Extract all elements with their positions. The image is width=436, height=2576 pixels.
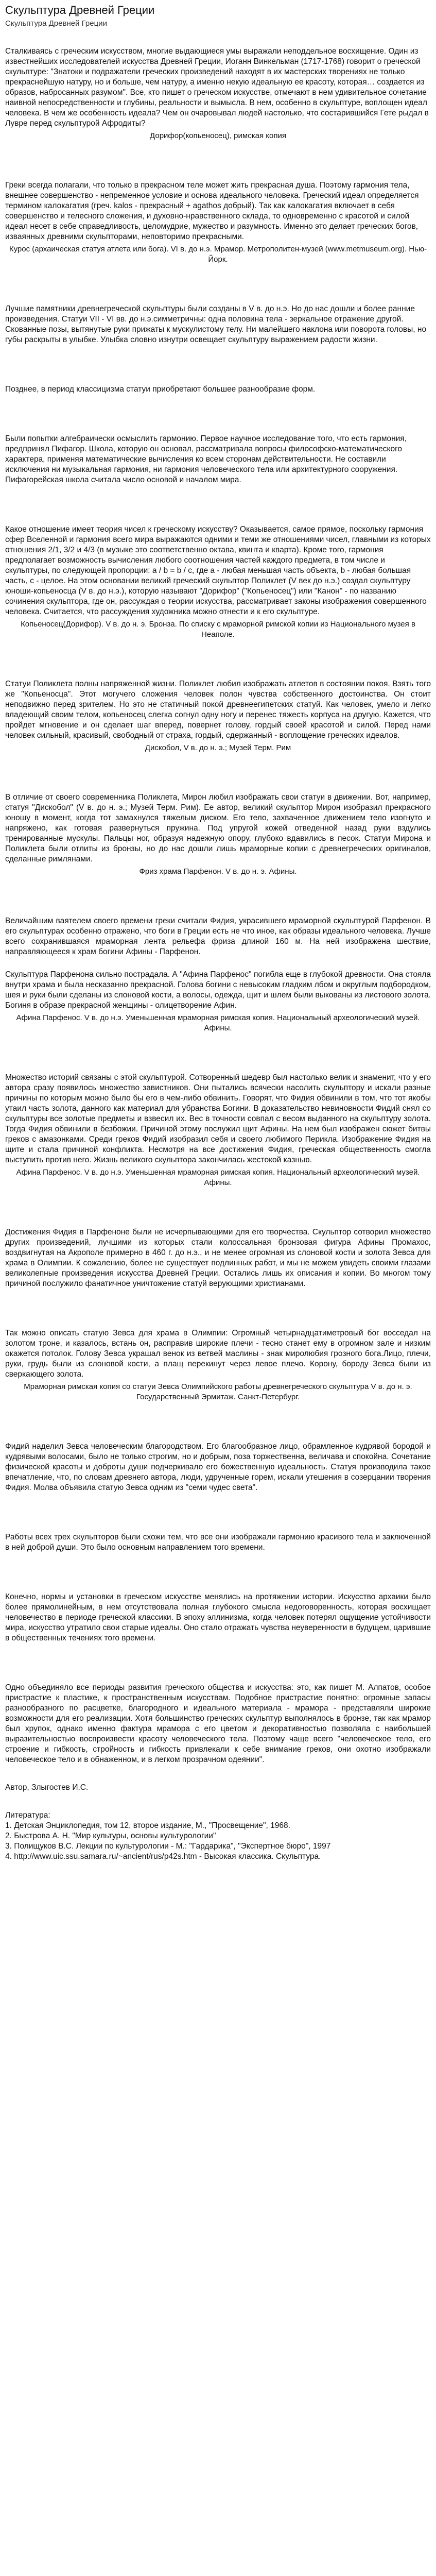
literature-item: 2. Быстрова А. Н. "Мир культуры, основы культурологии" <box>5 1832 216 1840</box>
image-caption: Афина Парфенос. V в. до н.э. Уменьшенная мраморная римская копия. Национальный археологический музей. Афины. <box>16 1013 420 1032</box>
image-caption: Копьеносец(Дорифор). V в. до н. э. Бронза. По списку с мраморной римской копии из Национального музея в Неаполе. <box>21 620 415 639</box>
literature-item: 3. Полищуков В.С. Лекции по культурологии - М.: "Гардарика", "Экспертное бюро", 1997 <box>5 1842 331 1851</box>
section-text: Фидий наделил Зевса человеческим благородством. Его благообразное лицо, обрамленное кудрявой бородой и кудрявыми волосами, было не только строгим, но и добрым, поза торжественна, величава и спокойна. Сочетание физической красоты и доброты души подчеркивало его божественную идеальность. Статуя производила такое впечатление, что, по словам древнего автора, люди, удрученные горем, искали утешения в созерцании творения Фидия. Молва объявила статую Зевса одним из "семи чудес света". <box>5 1442 431 1492</box>
image-caption: Фриз храма Парфенон. V в. до н. э. Афины. <box>139 867 297 876</box>
literature-list <box>5 1821 431 1862</box>
section-text: В отличие от своего современника Поликлета, Мирон любил изображать свои статуи в движении. Вот, например, статуя "Дискобол" (V в. до н. э.; Музей Терм. Рим). Ее автор, великий скульптор Мирон изобразил прекрасного юношу в момент, когда тот замахнулся тяжелым диском. Его тело, захваченное движением тело изогнуто и напряжено, как готовая развернуться пружина. Под упругой кожей отведенной назад руки вздулись тренированные мускулы. Пальцы ног, образуя надежную опору, глубоко вдавились в песок. Статуи Мирона и Поликлета были отлиты из бронзы, но до нас дошли лишь мраморные копии с древнегреческих оригиналов, сделанные римлянами. <box>5 793 431 863</box>
section-text: Были попытки алгебраически осмыслить гармонию. Первое научное исследование того, что есть гармония, предпринял Пифагор. Школа, которую он основал, рассматривала вопросы философско-математического характера, применяя математические вычисления ко всем сторонам действительности. Не составили исключения ни музыкальная гармония, ни гармония человеческого тела или архитектурного сооружения. Пифагорейская школа считала число основой и началом мира. <box>5 434 407 484</box>
section-text: Одно объединяло все периоды развития греческого общества и искусства: это, как пишет М. Алпатов, особое пристрастие к пластике, к пространственным искусствам. Подобное пристрастие понятно: огромные запасы разнообразного по расцветке, благородного и идеального материала - мрамора - представляли широкие возможности для его реализации. Хотя большинство греческих скульптур выполнялось в бронзе, так как мрамор был хрупок, однако именно фактура мрамора с его цветом и декоративностью позволяла с наибольшей выразительностью воспроизвести красоту человеческого тела. Поэтому чаще всего "человеческое тело, его строение и гибкость, стройность и гибкость привлекали к себе внимание греков, они охотно изображали человеческое тело и в обнаженном, и в легком прозрачном одеянии". <box>5 1683 431 1764</box>
section-text: Сталкиваясь с греческим искусством, многие выдающиеся умы выражали неподдельное восхищение. Один из известнейших исследователей искусства Древней Греции, Иоганн Винкельман (1717-1768) говорит о греческой скульптуре: "Знатоки и подражатели греческих произведений находят в их мастерских творениях не только прекраснейшую натуру, но и больше, чем натуру, а именно некую идеальную ее красоту, которая… создается из образов, набросанных разумом". Все, кто пишет о греческом искусстве, отмечают в нем удивительное сочетание наивной непосредственности и глубины, реальности и вымысла. В нем, особенно в скульптуре, воплощен идеал человека. В чем же особенность идеала? Чем он очаровывал людей настолько, что состарившийся Гете рыдал в Лувре перед скульптурой Афродиты? <box>5 47 429 128</box>
section-text: Так можно описать статую Зевса для храма в Олимпии: Огромный четырнадцатиметровый бог восседал на золотом троне, и казалось, встань он, расправив широкие плечи - тесно станет ему в огромном зале и низким окажется потолок. Голову Зевса украшал венок из ветвей маслины - знак миролюбия грозного бога.Лицо, плечи, руки, грудь были из слоновой кости, а плащ перекинут через левое плечо. Корону, бороду Зевса были из сверкающего золота. <box>5 1329 431 1379</box>
section-text: Греки всегда полагали, что только в прекрасном теле может жить прекрасная душа. Поэтому гармония тела, внешнее совершенство - непременное условие и основа идеального человека. Греческий идеал определяется термином калокагатия (греч. kalos - прекрасный + agathos добрый). Так как калокагатия включает в себя совершенство и телесного сложения, и духовно-нравственного склада, то одновременно с красотой и силой идеал несет в себе справедливость, целомудрие, мужество и разумность. Именно это делает греческих богов, изваянных древними скульпторами, неповторимо прекрасными. <box>5 181 419 241</box>
section-archaic <box>5 304 431 345</box>
section-olympia <box>5 1328 431 1402</box>
section-classicism <box>5 384 431 395</box>
section-doryphoros <box>5 679 431 753</box>
section-myron <box>5 792 431 877</box>
section-unity <box>5 1683 431 1765</box>
section-zeus <box>5 1227 431 1289</box>
page-subtitle: Скульптура Древней Греции <box>5 19 107 28</box>
section-text: Конечно, нормы и установки в греческом искусстве менялись на протяжении истории. Искусство архаики было более прямолинейным, в нем отсутствовала полная глубокого смысла недоговоренность, которая восхищает человечество в периоде греческой классики. В эпоху эллинизма, когда человек потерял ощущение устойчивости мира, искусство утратило свои старые идеалы. Оно стало отражать чувства неуверенности в будущем, царившие в общественных течениях того времени. <box>5 1592 431 1642</box>
section-text: Множество историй связаны с этой скульптурой. Сотворенный шедевр был настолько велик и знаменит, что у его автора сразу появилось множество завистников. Они пытались всячески насолить скульптору и искали разные причины по которым можно было бы его в чем-либо обвинить. Говорят, что Фидия обвинили в том, что тот якобы утаил часть золота, данного как материал для убранства Богини. В доказательство невиновности Фидий снял со скульптуры все золотые предметы и взвесил их. Вес в точности совпал с весом выданного на скульптуру золота. Тогда Фидия обвинили в безбожии. Причиной этому послужил щит Афины. На нем был изображен сюжет битвы греков с амазонками. Среди греков Фидий изобразил себя и своего любимого Перикла. Изображение Фидия на щите и стала причиной конфликта. Несмотря на все достижения Фидия, греческая общественность смогла выступить против него. Жизнь великого скульптора закончилась жестокой казнью. <box>5 1073 431 1164</box>
section-text: Статуи Поликлета полны напряженной жизни. Поликлет любил изображать атлетов в состоянии покоя. Взять того же "Копьеносца". Этот могучего сложения человек полон чувства собственного достоинства. Он стоит неподвижно перед зрителем. Но это не статичный покой древнеегипетских статуй. Как человек, умело и легко владеющий своим телом, копьеносец слегка согнул одну ногу и перенес тяжесть корпуса на другую. Кажется, что пройдет мгновение и он сделает шаг вперед, повернет голову, гордый своей красотой и силой. Перед нами человек сильный, красивый, свободный от страха, гордый, сдержанный - воплощение греческих идеалов. <box>5 680 431 740</box>
section-athena-parthenos <box>5 970 431 1033</box>
image-caption: Курос (архаическая статуя атлета или бога). VI в. до н.э. Мрамор. Метрополитен-музей (www.metmuseum.org). Нью-Йорк. <box>9 245 427 264</box>
section-change <box>5 1592 431 1643</box>
section-similarity <box>5 1532 431 1553</box>
section-text: Какое отношение имеет теория чисел к греческому искусству? Оказывается, самое прямое, поскольку гармония сфер Вселенной и гармония всего мира выражаются одними и теми же отношениями чисел, главными из которых отношения 2/1, 3/2 и 4/3 (в музыке это соответственно октава, квинта и кварта). Кроме того, гармония предполагает возможность вычисления любого соотношения частей каждого предмета, в том числе и скульптуры, по следующей пропорции: a / b = b / c, где a - любая меньшая часть объекта, b - любая большая часть, c - целое. На этом основании великий греческий скульптор Поликлет (V век до н.э.) создал скульптуру юноши-копьеносца (V в. до н.э.), которую называют "Дорифор" ("Копьеносец") или "Канон" - по названию сочинения скульптора, где он, рассуждая о теории искусства, рассматривает законы изображения совершенного человека. Считается, что рассуждения художника можно отнести и к его скульптуре. <box>5 525 431 616</box>
section-intro <box>5 46 431 141</box>
section-kalokagathia <box>5 180 431 265</box>
section-legends <box>5 1073 431 1188</box>
section-number-theory <box>5 524 431 640</box>
image-caption: Мраморная римская копия со статуи Зевса Олимпийского работы древнегреческого скульптура V в. до н. э. Государственный Эрмитаж. Санкт-Петербург. <box>24 1382 412 1401</box>
image-caption: Дорифор(копьеносец), римская копия <box>150 131 286 140</box>
section-text: Достижения Фидия в Парфеноне были не исчерпывающими для его творчества. Скульптор сотворил множество других произведений, лучшими из которых стали колоссальная бронзовая фигура Афины Промахос, воздвигнутая на Акрополе примерно в 460 г. до н.э., и не менее огромная из слоновой кости и золота Зевса для храма в Олимпии. К сожалению, более не существует подлинных работ, и мы не можем увидеть своими глазами великолепные произведения искусства Древней Греции. Остались лишь их описания и копии. Во многом тому причиной послужило фанатичное уничтожение статуй верующими христианами. <box>5 1228 431 1288</box>
literature-item: 1. Детская Энциклопедия, том 12, второе издание, М., "Просвещение", 1968. <box>5 1821 290 1830</box>
page-title: Скульптура Древней Греции <box>5 4 155 16</box>
section-text: Скульптура Парфенона сильно пострадала. А "Афина Парфенос" погибла еще в глубокой древности. Она стояла внутри храма и была несказанно прекрасной. Голова богини с невысоким гладким лбом и округлым подбородком, шея и руки были сделаны из слоновой кости, а волосы, одежда, щит и шлем были выкованы из листового золота. Богиня в образе прекрасной женщины - олицетворение Афин. <box>5 970 431 1010</box>
section-nobility <box>5 1442 431 1493</box>
section-phidias <box>5 916 431 957</box>
author: Автор, Злыгостев И.С. <box>5 1783 89 1792</box>
literature-item: 4. http://www.uic.ssu.samara.ru/~ancient/rus/p42s.htm - Высокая классика. Скульптура. <box>5 1852 321 1861</box>
section-text: Позднее, в период классицизма статуи приобретают большее разнообразие форм. <box>5 385 316 394</box>
section-text: Работы всех трех скульпторов были схожи тем, что все они изображали гармонию красивого тела и заключенной в ней доброй души. Это было основным направлением того времени. <box>5 1533 431 1552</box>
image-caption: Дискобол, V в. до н. э.; Музей Терм. Рим <box>145 743 291 752</box>
literature-title: Литература: <box>5 1811 50 1820</box>
section-text: Величайшим ваятелем своего времени греки считали Фидия, украсившего мраморной скульптурой Парфенон. В его скульптурах особенно отражено, что боги в Греции есть не что иное, как образы идеального человека. Лучше всего сохранившаяся мраморная лента рельефа фриза длиной 160 м. На ней изображена шествие, направляющееся к храм богини Афины - Парфенон. <box>5 917 431 956</box>
section-text: Лучшие памятники древнегреческой скульптуры были созданы в V в. до н.э. Но до нас дошли и более ранние произведения. Статуи VII - VI вв. до н.э.симметричны: одна половина тела - зеркальное отражение другой. Скованные позы, вытянутые руки прижаты к мускулистому телу. Ни малейшего наклона или поворота головы, но губы раскрыты в улыбке. Улыбка словно изнутри освещает скульптуру выражением радости жизни. <box>5 304 427 344</box>
image-caption: Афина Парфенос. V в. до н.э. Уменьшенная мраморная римская копия. Национальный археологический музей. Афины. <box>16 1168 420 1187</box>
section-polykleitos <box>5 434 431 485</box>
